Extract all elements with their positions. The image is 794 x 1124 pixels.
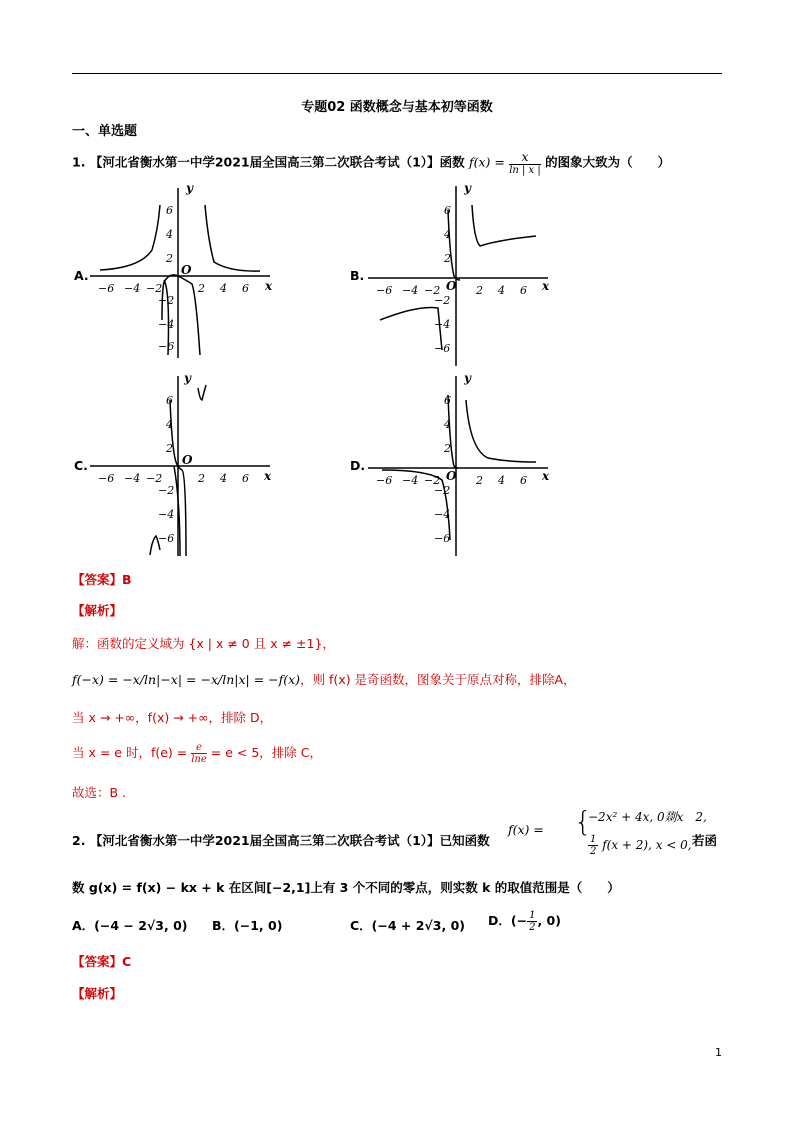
question-2: 2. 【河北省衡水第一中学2021届全国高三第二次联合考试（1）】已知函数 (72, 833, 490, 848)
q1-stem-pre: 函数 (439, 154, 465, 170)
svg-text:−4: −4 (402, 284, 419, 297)
svg-text:6: 6 (444, 394, 451, 407)
svg-text:4: 4 (444, 418, 451, 431)
origin-label: O (181, 263, 192, 277)
q2-option-d: D．(− $\frac{1}{2}$ , 0) (488, 910, 561, 933)
svg-text:4: 4 (220, 472, 227, 485)
option-a-label: A. (74, 268, 89, 283)
q2-case-1: −2x² + 4x, 0剟x 2, (588, 810, 707, 824)
q1-answer: 【答案】B (72, 572, 132, 587)
svg-text:2: 2 (444, 442, 451, 455)
option-b-label: B. (350, 268, 365, 283)
svg-text:−2: −2 (146, 282, 163, 295)
question-1 (72, 150, 670, 176)
svg-text:4: 4 (444, 228, 451, 241)
svg-text:6: 6 (242, 472, 249, 485)
graph-b (368, 180, 558, 370)
q2-stem-mid: 若函 (692, 833, 718, 848)
svg-text:6: 6 (166, 394, 173, 407)
svg-text:−2: −2 (424, 284, 441, 297)
svg-text:y: y (464, 371, 471, 385)
svg-text:2: 2 (198, 282, 205, 295)
svg-text:y: y (464, 181, 471, 195)
q1-solution-line-5: 故选：B . (72, 785, 127, 800)
svg-text:4: 4 (166, 418, 173, 431)
svg-text:−2: −2 (158, 484, 175, 497)
q1-number: 1. (72, 154, 86, 170)
q2-answer: 【答案】C (72, 954, 132, 969)
svg-text:4: 4 (220, 282, 227, 295)
svg-text:−4: −4 (434, 318, 451, 331)
q2-case-2: $\frac{1}{2}$ f(x + 2), x < 0, (590, 834, 692, 857)
svg-text:4: 4 (498, 284, 505, 297)
svg-text:−4: −4 (158, 508, 175, 521)
y-label: y (186, 181, 193, 195)
svg-text:−4: −4 (434, 508, 451, 521)
svg-text:6: 6 (520, 474, 527, 487)
svg-text:2: 2 (476, 474, 483, 487)
svg-text:2: 2 (476, 284, 483, 297)
svg-text:2: 2 (166, 252, 173, 265)
q1-solution-line-1: 解：函数的定义域为 {x | x ≠ 0 且 x ≠ ±1}， (72, 636, 335, 651)
svg-text:−4: −4 (124, 472, 141, 485)
option-c-label: C. (74, 458, 88, 473)
q1-stem-post: 的图象大致为（ ） (545, 154, 671, 170)
svg-text:−6: −6 (376, 474, 393, 487)
svg-text:2: 2 (444, 252, 451, 265)
q1-analysis-heading: 【解析】 (72, 603, 123, 618)
svg-text:x: x (542, 279, 550, 293)
svg-text:6: 6 (444, 204, 451, 217)
svg-text:4: 4 (498, 474, 505, 487)
svg-text:y: y (184, 371, 191, 385)
svg-text:4: 4 (166, 228, 173, 241)
svg-text:x: x (264, 469, 272, 483)
page-number: 1 (715, 1046, 722, 1059)
q1-func: f(x) = (468, 154, 505, 170)
svg-text:O: O (182, 453, 193, 467)
q2-brace: { (574, 805, 592, 838)
svg-text:−6: −6 (158, 340, 175, 353)
q1-source: 【河北省衡水第一中学2021届全国高三第二次联合考试（1）】 (89, 154, 440, 170)
svg-text:2: 2 (166, 442, 173, 455)
svg-text:x: x (542, 469, 550, 483)
svg-text:−4: −4 (402, 474, 419, 487)
svg-text:−2: −2 (424, 474, 441, 487)
svg-text:−6: −6 (376, 284, 393, 297)
svg-text:−2: −2 (146, 472, 163, 485)
svg-text:−6: −6 (434, 342, 451, 355)
x-label: x (265, 279, 273, 293)
svg-text:−6: −6 (434, 532, 451, 545)
q1-solution-line-3: 当 x → +∞，f(x) → +∞，排除 D， (72, 710, 273, 725)
svg-text:−6: −6 (98, 282, 115, 295)
page-title: 专题02 函数概念与基本初等函数 (301, 100, 493, 115)
svg-text:6: 6 (166, 204, 173, 217)
graph-a (90, 180, 280, 360)
svg-text:2: 2 (198, 472, 205, 485)
q1-solution-line-4: 当 x = e 时，f(e) = $\frac{e}{\ln e}$ = e < 5，排除 C， (72, 742, 322, 765)
svg-text:O: O (446, 469, 457, 483)
svg-text:6: 6 (520, 284, 527, 297)
header-rule (72, 73, 722, 74)
graph-c (90, 370, 280, 560)
q2-option-a: A．(−4 − 2√3, 0) (72, 918, 188, 933)
svg-text:−4: −4 (124, 282, 141, 295)
svg-text:O: O (446, 279, 457, 293)
graph-d (368, 370, 558, 560)
q2-piecewise: f(x) = (508, 822, 544, 837)
section-heading: 一、单选题 (72, 124, 138, 139)
svg-text:−2: −2 (434, 484, 451, 497)
q2-option-b: B．(−1, 0) (212, 918, 283, 933)
svg-text:−2: −2 (158, 294, 175, 307)
svg-text:−2: −2 (434, 294, 451, 307)
q2-stem-line-2: 数 g(x) = f(x) − kx + k 在区间[−2,1]上有 3 个不同的零点，则实数 k 的取值范围是（ ） (72, 880, 620, 895)
q2-analysis-heading: 【解析】 (72, 986, 123, 1001)
q1-solution-line-2: f(−x) = −x/ln|−x| = −x/ln|x| = −f(x)，则 f(x) 是奇函数，图象关于原点对称，排除A， (72, 672, 576, 687)
svg-text:−6: −6 (158, 532, 175, 545)
svg-text:−6: −6 (98, 472, 115, 485)
svg-text:6: 6 (242, 282, 249, 295)
svg-text:−4: −4 (158, 318, 175, 331)
option-d-label: D. (350, 458, 366, 473)
q1-fraction: $\frac{x}{\ln | x |}$ (509, 149, 541, 176)
q2-option-c: C．(−4 + 2√3, 0) (350, 918, 465, 933)
